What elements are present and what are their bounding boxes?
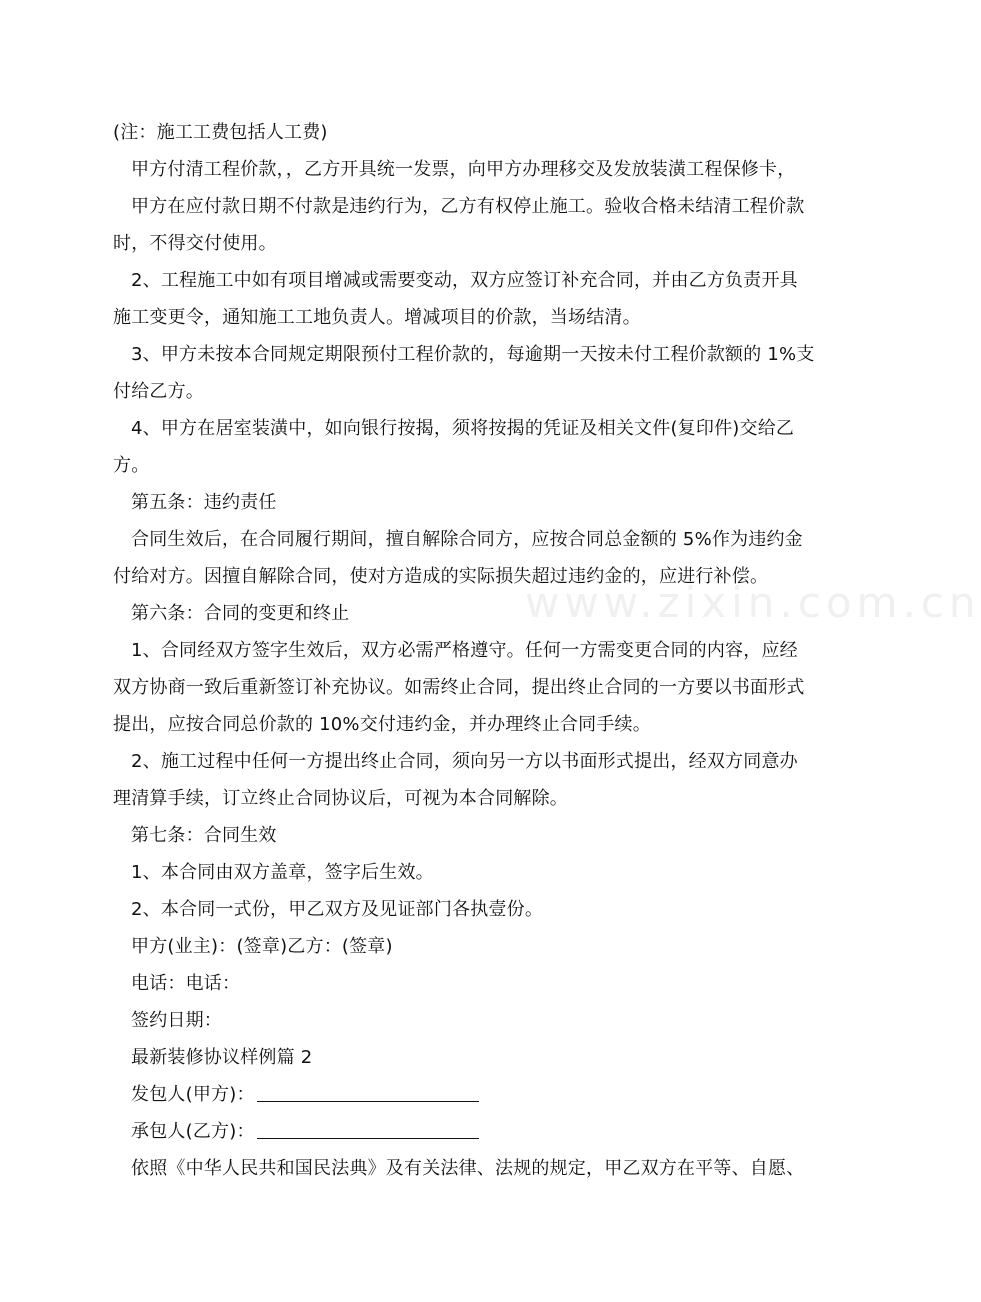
paragraph-line: 理清算手续，订立终止合同协议后，可视为本合同解除。 bbox=[113, 788, 568, 809]
paragraph-line: 付给对方。因擅自解除合同，使对方造成的实际损失超过违约金的，应进行补偿。 bbox=[113, 566, 769, 587]
document-subtitle: 最新装修协议样例篇 2 bbox=[131, 1047, 313, 1068]
paragraph-line: 2、施工过程中任何一方提出终止合同，须向另一方以书面形式提出，经双方同意办 bbox=[131, 751, 798, 772]
paragraph-line: 方。 bbox=[113, 455, 150, 476]
section-heading: 第六条：合同的变更和终止 bbox=[131, 603, 350, 624]
paragraph-line: 甲方在应付款日期不付款是违约行为，乙方有权停止施工。验收合格未结清工程价款 bbox=[131, 196, 805, 217]
party-a-line bbox=[113, 1076, 825, 1113]
signing-date-line: 签约日期： bbox=[131, 1010, 222, 1031]
paragraph-line: 1、合同经双方签字生效后，双方必需严格遵守。任何一方需变更合同的内容，应经 bbox=[131, 640, 798, 661]
signature-line: 甲方(业主)：(签章)乙方：(签章) bbox=[131, 936, 393, 957]
paragraph-line: 依照《中华人民共和国民法典》及有关法律、法规的规定，甲乙双方在平等、自愿、 bbox=[131, 1158, 805, 1179]
paragraph-line: 双方协商一致后重新签订补充协议。如需终止合同，提出终止合同的一方要以书面形式 bbox=[113, 677, 805, 698]
watermark: www.zixin.com.cn bbox=[525, 578, 981, 627]
paragraph-line: 4、甲方在居室装潢中，如向银行按揭，须将按揭的凭证及相关文件(复印件)交给乙 bbox=[131, 418, 795, 439]
paragraph-line: 付给乙方。 bbox=[113, 381, 204, 402]
paragraph-line: 甲方付清工程价款，，乙方开具统一发票，向甲方办理移交及发放装潢工程保修卡， bbox=[131, 159, 796, 180]
paragraph-line: 施工变更令，通知施工工地负责人。增减项目的价款，当场结清。 bbox=[113, 307, 641, 328]
note-line: (注：施工工费包括人工费) bbox=[113, 122, 328, 143]
paragraph-line: 提出，应按合同总价款的 10%交付违约金，并办理终止合同手续。 bbox=[113, 714, 651, 735]
party-b-label: 承包人(乙方)： bbox=[131, 1121, 255, 1142]
paragraph-line: 合同生效后，在合同履行期间，擅自解除合同方，应按合同总金额的 5%作为违约金 bbox=[131, 529, 803, 550]
section-heading: 第七条：合同生效 bbox=[131, 825, 277, 846]
paragraph-line: 1、本合同由双方盖章，签字后生效。 bbox=[131, 862, 434, 883]
party-b-blank bbox=[257, 1120, 479, 1139]
document-body bbox=[113, 114, 825, 1187]
paragraph-line: 3、甲方未按本合同规定期限预付工程价款的，每逾期一天按未付工程价款额的 1%支 bbox=[131, 344, 815, 365]
phone-line: 电话：电话： bbox=[131, 973, 241, 994]
party-a-blank bbox=[257, 1083, 479, 1102]
party-b-line bbox=[113, 1113, 825, 1150]
party-a-label: 发包人(甲方)： bbox=[131, 1084, 255, 1105]
paragraph-line: 2、工程施工中如有项目增减或需要变动，双方应签订补充合同，并由乙方负责开具 bbox=[131, 270, 798, 291]
section-heading: 第五条：违约责任 bbox=[131, 492, 277, 513]
paragraph-line: 2、本合同一式份，甲乙双方及见证部门各执壹份。 bbox=[131, 899, 544, 920]
paragraph-line: 时，不得交付使用。 bbox=[113, 233, 277, 254]
